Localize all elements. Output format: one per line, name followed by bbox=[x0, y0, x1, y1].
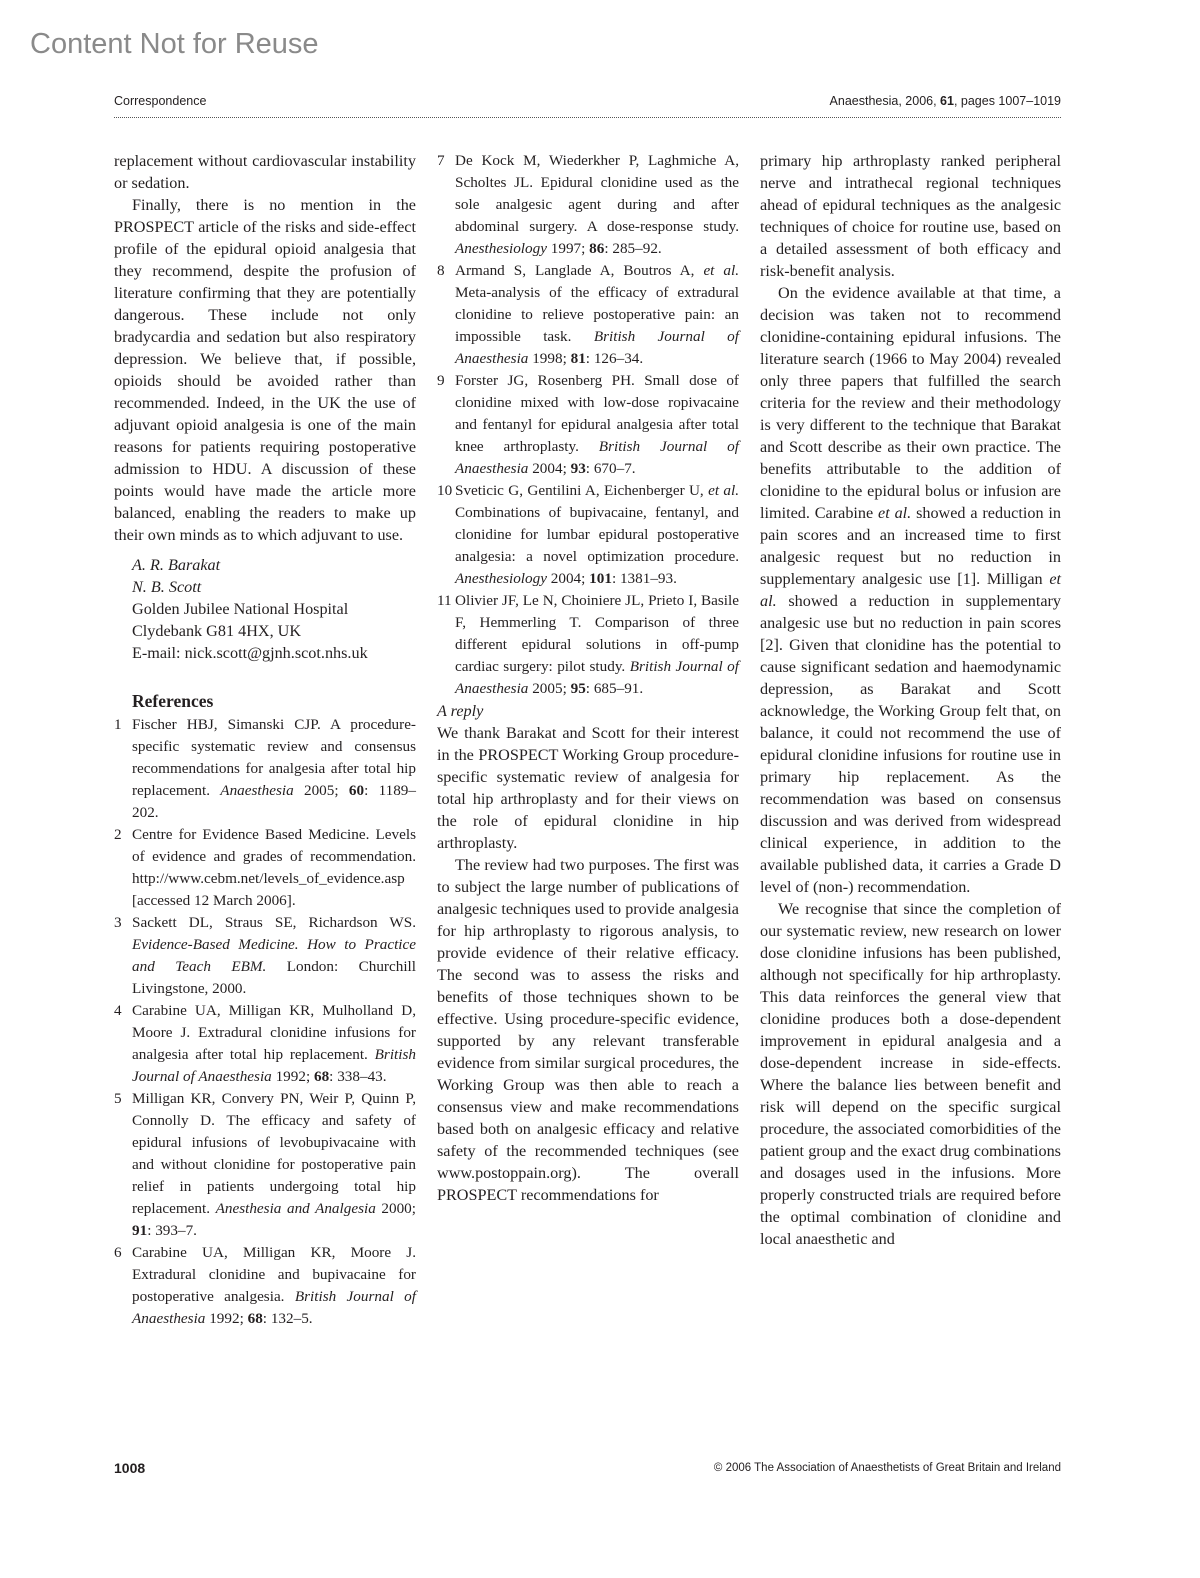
reference-item bbox=[437, 150, 739, 260]
reference-journal: British Journal of Anaesthesia bbox=[132, 1046, 416, 1085]
reference-number: 1 bbox=[114, 716, 122, 733]
reference-volume: 91 bbox=[132, 1222, 148, 1239]
reference-journal: Anesthesia and Analgesia bbox=[215, 1200, 376, 1217]
reference-item bbox=[114, 912, 416, 1000]
reply-paragraph: The review had two purposes. The first was to subject the large number of publications of analgesic techniques used to provide analgesia for hip arthroplasty to rigorous analysis, to provide evidence of their relative efficacy. The second was to assess the risks and benefits of those techniques shown to be effective. Using procedure-specific evidence, supported by any relevant transferable evidence from similar surgical procedures, the Working Group was then able to reach a consensus view and make recommendations based both on analgesic efficacy and relative safety of the recommended techniques (see www.postoppain.org). The overall PROSPECT recommendations for bbox=[437, 856, 739, 1204]
reply-heading: A reply bbox=[437, 702, 484, 720]
reference-text: Carabine UA, Milligan KR, Moore J. Extradural clonidine and bupivacaine for postoperative analgesia. bbox=[132, 1244, 416, 1305]
reference-journal: British Journal of Anaesthesia bbox=[132, 1288, 416, 1327]
reference-text: Armand S, Langlade A, Boutros A, bbox=[455, 262, 704, 279]
reference-journal: et al. bbox=[708, 482, 739, 499]
references-heading: References bbox=[132, 691, 214, 711]
reference-volume: 60 bbox=[348, 782, 365, 799]
reference-volume: 95 bbox=[570, 680, 586, 697]
section-label: Correspondence bbox=[114, 94, 207, 108]
reference-volume: 101 bbox=[589, 570, 612, 587]
reference-journal: Evidence-Based Medicine. How to Practice and Teach EBM. bbox=[132, 936, 416, 975]
letter-paragraph: Finally, there is no mention in the PROSPECT article of the risks and side-effect profile of the epidural opioid analgesia that they recommend, despite the profusion of literature confirming that they are potentially dangerous. These include not only bradycardia and sedation but also respiratory depression. We believe that, if possible, opioids should be avoided rather than recommended. Indeed, in the UK the use of adjuvant opioid analgesia is one of the main reasons for patients requiring postoperative admission to HDU. A discussion of these points would have made the article more balanced, enabling the readers to make up their own minds as to which adjuvant to use. bbox=[114, 196, 416, 544]
reference-text: 2004; bbox=[546, 570, 590, 587]
reference-journal: British Journal of Anaesthesia bbox=[455, 658, 739, 697]
reply-paragraph: primary hip arthroplasty ranked peripheral nerve and intrathecal regional techniques ahead of epidural techniques as the analgesic techniques of choice for routine use, based on a detailed assessment of both efficacy and risk-benefit analysis. bbox=[760, 152, 1061, 280]
reference-text: : 1189–202. bbox=[132, 782, 416, 821]
reference-text: : 285–92. bbox=[604, 240, 662, 257]
reference-text: 2000; bbox=[375, 1200, 416, 1217]
reference-text: : 126–34. bbox=[585, 350, 644, 367]
reference-item bbox=[437, 260, 739, 370]
reference-text: London: Churchill Livingstone, 2000. bbox=[132, 958, 416, 997]
reference-list bbox=[114, 714, 416, 1330]
reference-text: : 393–7. bbox=[147, 1222, 197, 1239]
reference-text: 1998; bbox=[528, 350, 571, 367]
reference-text: : 338–43. bbox=[329, 1068, 387, 1085]
reference-volume: 93 bbox=[570, 460, 586, 477]
running-header bbox=[114, 94, 1061, 116]
reference-journal: British Journal of Anaesthesia bbox=[455, 438, 739, 477]
reference-journal: British Journal of Anaesthesia bbox=[455, 328, 739, 367]
reference-item bbox=[114, 1242, 416, 1330]
reference-text: 2005; bbox=[528, 680, 571, 697]
reference-list bbox=[437, 150, 739, 700]
author-name: A. R. Barakat bbox=[132, 556, 221, 574]
letter-paragraph: replacement without cardiovascular instability or sedation. bbox=[114, 152, 416, 192]
email: E-mail: nick.scott@gjnh.scot.nhs.uk bbox=[132, 644, 368, 662]
reference-number: 6 bbox=[114, 1244, 122, 1261]
reference-item bbox=[114, 714, 416, 824]
reference-item bbox=[114, 1088, 416, 1242]
reference-number: 11 bbox=[437, 592, 452, 609]
reference-item bbox=[437, 590, 739, 700]
reply-paragraph: We thank Barakat and Scott for their interest in the PROSPECT Working Group procedure-specific systematic review of analgesia for total hip arthroplasty and for their views on the role of epidural clonidine in hip arthroplasty. bbox=[437, 724, 739, 852]
reference-journal: Anesthesiology bbox=[455, 570, 547, 587]
reference-number: 5 bbox=[114, 1090, 122, 1107]
reference-text: : 132–5. bbox=[262, 1310, 313, 1327]
reference-text: Forster JG, Rosenberg PH. Small dose of clonidine mixed with low-dose ropivacaine and fentanyl for epidural analgesia after total knee arthroplasty. bbox=[455, 372, 739, 455]
reference-text: Carabine UA, Milligan KR, Mulholland D, Moore J. Extradural clonidine infusions for analgesia after total hip replacement. bbox=[132, 1002, 416, 1063]
copyright: © 2006 The Association of Anaesthetists of Great Britain and Ireland bbox=[713, 1462, 1061, 1474]
institution: Golden Jubilee National Hospital bbox=[132, 600, 349, 618]
reply-paragraph: On the evidence available at that time, a decision was taken not to recommend clonidine-containing epidural infusions. The literature search (1966 to May 2004) revealed only three papers that fulfilled the search criteria for the review and their methodology is very different to the technique that Barakat and Scott describe as their own practice. The benefits attributable to the addition of clonidine to the epidural bolus or infusion are limited. Carabine et al. showed a reduction in pain scores and an increased time to first analgesic request but no reduction in supplementary analgesic use [1]. Milligan et al. showed a reduction in supplementary analgesic use but no reduction in pain scores [2]. Given that clonidine has the potential to cause significant sedation and haemodynamic depression, as Barakat and Scott acknowledge, the Working Group felt that, on balance, it could not recommend the use of epidural clonidine infusions for routine use in primary hip replacement. As the recommendation was based on consensus discussion and was derived from widespread clinical experience, in addition to the available published data, it carries a Grade D level of (non-) recommendation. bbox=[760, 284, 1061, 896]
reference-journal: et al. bbox=[703, 262, 740, 279]
reference-text: Meta-analysis of the efficacy of extradural clonidine to relieve postoperative pain: an impossible task. bbox=[455, 284, 739, 345]
reference-text: De Kock M, Wiederkher P, Laghmiche A, Scholtes JL. Epidural clonidine used as the sole analgesic agent during and after abdominal surgery. A dose-response study. bbox=[455, 152, 739, 235]
column-1 bbox=[114, 150, 416, 1330]
reference-text: : 1381–93. bbox=[611, 570, 677, 587]
reference-text: Milligan KR, Convery PN, Weir P, Quinn P, Connolly D. The efficacy and safety of epidural infusions of levobupivacaine with and without clonidine for postoperative pain relief in patients undergoing total hip replacement. bbox=[132, 1090, 416, 1217]
reference-text: Centre for Evidence Based Medicine. Levels of evidence and grades of recommendation. http://www.cebm.net/levels_of_evidence.asp [accessed 12 March 2006]. bbox=[132, 826, 416, 909]
page-number: 1008 bbox=[114, 1460, 146, 1476]
reference-journal: Anesthesiology bbox=[455, 240, 547, 257]
reference-text: 1992; bbox=[205, 1310, 248, 1327]
reference-number: 3 bbox=[114, 914, 122, 931]
reference-text: 1992; bbox=[271, 1068, 314, 1085]
reference-text: 2004; bbox=[528, 460, 571, 477]
reply-paragraph: We recognise that since the completion of our systematic review, new research on lower dose clonidine infusions has been published, although not specifically for hip arthroplasty. This data reinforces the general view that clonidine produces both a dose-dependent improvement in epidural analgesia and a dose-dependent increase in side-effects. Where the balance lies between benefit and risk will depend on the specific surgical procedure, the associated comorbidities of the patient group and the exact drug combinations and dosages used in the infusions. More properly constructed trials are required before the optimal combination of clonidine and local anaesthetic and bbox=[760, 900, 1061, 1248]
reference-number: 4 bbox=[114, 1002, 122, 1019]
reference-item bbox=[437, 370, 739, 480]
reference-journal: Anaesthesia bbox=[220, 782, 294, 799]
reference-text: Combinations of bupivacaine, fentanyl, and clonidine for lumbar epidural postoperative analgesia: a novel optimization procedure. bbox=[455, 504, 739, 565]
header-rule bbox=[114, 117, 1061, 118]
reference-volume: 68 bbox=[247, 1310, 263, 1327]
column-2 bbox=[437, 150, 739, 1206]
reference-text: Fischer HBJ, Simanski CJP. A procedure-specific systematic review and consensus recommendations for analgesia after total hip replacement. bbox=[132, 716, 416, 799]
reference-volume: 68 bbox=[313, 1068, 330, 1085]
column-3 bbox=[760, 150, 1061, 1250]
reference-item bbox=[114, 1000, 416, 1088]
reference-text: Olivier JF, Le N, Choiniere JL, Prieto I, Basile F, Hemmerling T. Comparison of three different epidural solutions in off-pump cardiac surgery: pilot study. bbox=[455, 592, 739, 675]
reference-item bbox=[114, 824, 416, 912]
reference-text: 1997; bbox=[546, 240, 590, 257]
reference-item bbox=[437, 480, 739, 590]
reference-volume: 81 bbox=[570, 350, 586, 367]
reference-number: 10 bbox=[437, 482, 453, 499]
reference-number: 8 bbox=[437, 262, 445, 279]
reference-text: 2005; bbox=[293, 782, 349, 799]
reference-number: 9 bbox=[437, 372, 445, 389]
reference-text: Sackett DL, Straus SE, Richardson WS. bbox=[132, 914, 416, 931]
reference-text: : 670–7. bbox=[585, 460, 636, 477]
author-name: N. B. Scott bbox=[132, 578, 202, 596]
signature-block bbox=[114, 554, 416, 664]
reference-number: 2 bbox=[114, 826, 122, 843]
reference-text: : 685–91. bbox=[585, 680, 644, 697]
journal-citation: Anaesthesia, 2006, 61, pages 1007–1019 bbox=[829, 94, 1061, 108]
reference-text: Sveticic G, Gentilini A, Eichenberger U, bbox=[455, 482, 709, 499]
reference-volume: 86 bbox=[589, 240, 605, 257]
address: Clydebank G81 4HX, UK bbox=[132, 622, 302, 640]
watermark: Content Not for Reuse bbox=[30, 28, 319, 60]
reference-number: 7 bbox=[437, 152, 445, 169]
